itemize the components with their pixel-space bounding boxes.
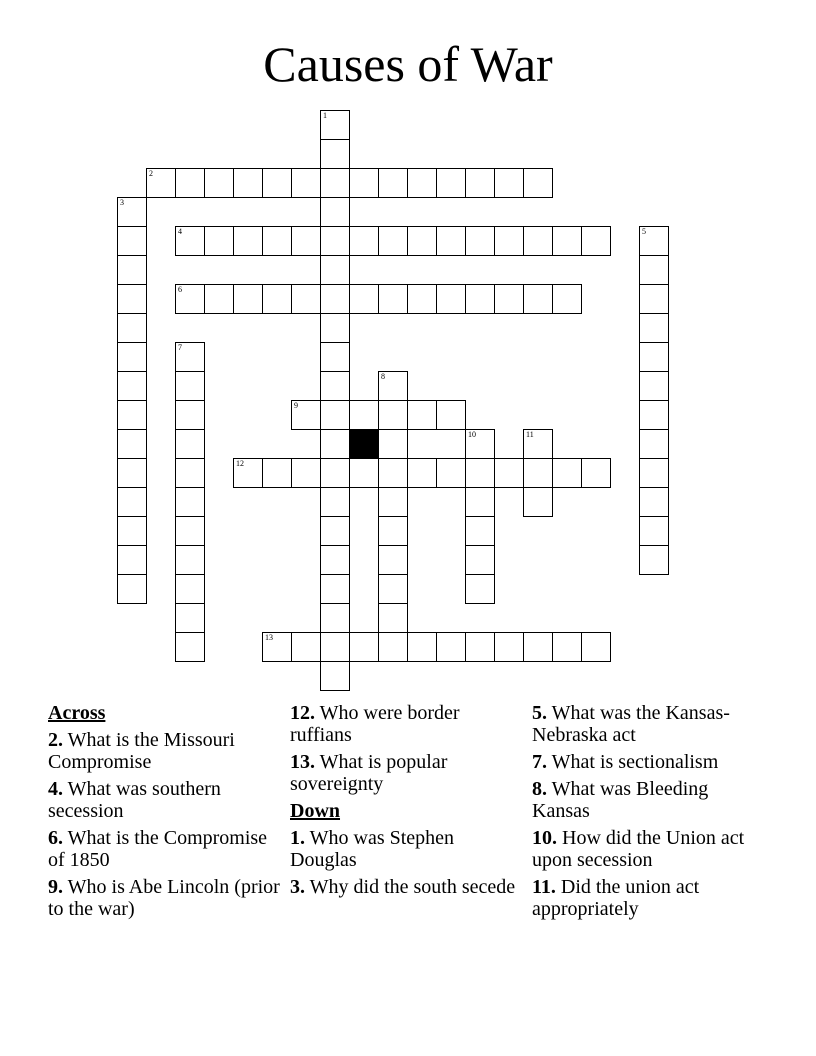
grid-cell[interactable]: [581, 226, 611, 256]
grid-cell[interactable]: [320, 400, 350, 430]
clue-number: 2.: [48, 729, 63, 751]
down-heading: Down: [290, 800, 341, 822]
grid-cell[interactable]: [175, 168, 205, 198]
grid-cell[interactable]: [146, 168, 176, 198]
clue-number: 5.: [532, 702, 547, 724]
clue-number: 12.: [290, 702, 315, 724]
grid-cell[interactable]: [320, 139, 350, 169]
grid-cell[interactable]: [117, 400, 147, 430]
grid-cell[interactable]: [320, 632, 350, 662]
clue-column-1: [48, 702, 280, 925]
grid-cell[interactable]: [465, 516, 495, 546]
grid-cell[interactable]: [262, 284, 292, 314]
grid-cell[interactable]: [407, 400, 437, 430]
across-clue-2: [48, 729, 280, 773]
clue-number: 1.: [290, 827, 305, 849]
grid-cell[interactable]: [639, 516, 669, 546]
across-heading: Across: [48, 702, 106, 724]
grid-cell[interactable]: [378, 487, 408, 517]
grid-cell[interactable]: [494, 284, 524, 314]
cell-number: 7: [178, 343, 182, 352]
grid-cell[interactable]: [233, 226, 263, 256]
grid-cell[interactable]: [175, 603, 205, 633]
grid-cell[interactable]: [639, 313, 669, 343]
down-clue-5: [532, 702, 764, 746]
grid-cell[interactable]: [552, 226, 582, 256]
cell-number: 4: [178, 227, 182, 236]
grid-cell[interactable]: [552, 458, 582, 488]
grid-cell[interactable]: [436, 226, 466, 256]
grid-cell[interactable]: [639, 429, 669, 459]
grid-cell[interactable]: [320, 516, 350, 546]
grid-cell[interactable]: [436, 168, 466, 198]
cell-number: 5: [642, 227, 646, 236]
clue-number: 3.: [290, 876, 305, 898]
clue-text: What is popular sovereignty: [290, 751, 448, 795]
grid-cell[interactable]: [320, 313, 350, 343]
grid-cell[interactable]: [349, 284, 379, 314]
cell-number: 2: [149, 169, 153, 178]
grid-cell[interactable]: [291, 400, 321, 430]
grid-cell[interactable]: [262, 458, 292, 488]
grid-cell[interactable]: [523, 458, 553, 488]
grid-cell[interactable]: [552, 632, 582, 662]
cell-number: 6: [178, 285, 182, 294]
grid-cell[interactable]: [581, 458, 611, 488]
grid-cell[interactable]: [320, 429, 350, 459]
grid-cell[interactable]: [436, 400, 466, 430]
grid-cell[interactable]: [378, 458, 408, 488]
grid-cell[interactable]: [320, 574, 350, 604]
grid-cell[interactable]: [378, 516, 408, 546]
cell-number: 1: [323, 111, 327, 120]
clue-number: 6.: [48, 827, 63, 849]
across-clue-13: [290, 751, 522, 795]
grid-cell[interactable]: [465, 545, 495, 575]
clue-text: Did the union act appropriately: [532, 876, 700, 920]
grid-cell[interactable]: [291, 458, 321, 488]
cell-number: 3: [120, 198, 124, 207]
grid-cell[interactable]: [320, 226, 350, 256]
grid-cell[interactable]: [117, 255, 147, 285]
grid-cell[interactable]: [320, 487, 350, 517]
grid-cell[interactable]: [523, 226, 553, 256]
grid-cell[interactable]: [552, 284, 582, 314]
grid-cell[interactable]: [320, 197, 350, 227]
grid-cell[interactable]: [436, 458, 466, 488]
grid-cell[interactable]: [117, 516, 147, 546]
grid-cell[interactable]: [291, 226, 321, 256]
grid-cell[interactable]: [465, 458, 495, 488]
grid-cell[interactable]: [117, 313, 147, 343]
clue-text: What is sectionalism: [551, 751, 719, 773]
grid-cell[interactable]: [262, 168, 292, 198]
clue-text: Who was Stephen Douglas: [290, 827, 455, 871]
grid-cell[interactable]: [349, 168, 379, 198]
grid-cell[interactable]: [407, 632, 437, 662]
grid-cell[interactable]: [639, 226, 669, 256]
grid-cell[interactable]: [639, 487, 669, 517]
grid-cell[interactable]: [320, 284, 350, 314]
clue-number: 8.: [532, 778, 547, 800]
clue-text: What was southern secession: [48, 778, 221, 822]
grid-cell[interactable]: [175, 429, 205, 459]
grid-cell[interactable]: [175, 458, 205, 488]
grid-cell[interactable]: [117, 574, 147, 604]
grid-cell[interactable]: [407, 458, 437, 488]
grid-cell[interactable]: [175, 516, 205, 546]
clue-text: What was the Kansas-Nebraska act: [532, 702, 730, 746]
puzzle-title: Causes of War: [263, 36, 553, 92]
grid-cell[interactable]: [175, 226, 205, 256]
across-clue-6: [48, 827, 280, 871]
grid-cell[interactable]: [117, 487, 147, 517]
grid-cell[interactable]: [639, 255, 669, 285]
grid-cell[interactable]: [378, 168, 408, 198]
grid-cell[interactable]: [639, 371, 669, 401]
grid-cell[interactable]: [291, 284, 321, 314]
grid-cell[interactable]: [465, 284, 495, 314]
grid-cell[interactable]: [117, 545, 147, 575]
grid-cell[interactable]: [204, 168, 234, 198]
grid-cell[interactable]: [465, 574, 495, 604]
cell-number: 8: [381, 372, 385, 381]
grid-cell[interactable]: [407, 226, 437, 256]
grid-cell[interactable]: [378, 603, 408, 633]
grid-cell[interactable]: [320, 342, 350, 372]
grid-cell[interactable]: [349, 632, 379, 662]
grid-cell[interactable]: [378, 574, 408, 604]
grid-cell[interactable]: [465, 487, 495, 517]
grid-cell[interactable]: [320, 110, 350, 140]
clue-text: Why did the south secede: [309, 876, 516, 898]
grid-cell[interactable]: [494, 458, 524, 488]
clue-number: 9.: [48, 876, 63, 898]
grid-cell[interactable]: [349, 226, 379, 256]
grid-cell[interactable]: [262, 226, 292, 256]
grid-cell[interactable]: [639, 458, 669, 488]
down-clue-7: [532, 751, 764, 773]
clue-column-2: [290, 702, 522, 903]
down-clue-11: [532, 876, 764, 920]
grid-cell[interactable]: [204, 284, 234, 314]
grid-cell[interactable]: [175, 574, 205, 604]
grid-cell[interactable]: [175, 545, 205, 575]
grid-cell[interactable]: [465, 168, 495, 198]
clue-text: What is the Compromise of 1850: [48, 827, 268, 871]
grid-cell[interactable]: [523, 168, 553, 198]
grid-cell[interactable]: [291, 168, 321, 198]
grid-cell[interactable]: [117, 429, 147, 459]
across-clue-12: [290, 702, 522, 746]
grid-cell[interactable]: [465, 226, 495, 256]
down-clue-8: [532, 778, 764, 822]
grid-cell[interactable]: [320, 545, 350, 575]
grid-cell[interactable]: [436, 632, 466, 662]
clue-number: 4.: [48, 778, 63, 800]
down-clue-10: [532, 827, 764, 871]
clue-number: 10.: [532, 827, 557, 849]
clue-text: What was Bleeding Kansas: [532, 778, 709, 822]
grid-cell[interactable]: [233, 168, 263, 198]
grid-cell[interactable]: [117, 226, 147, 256]
grid-cell[interactable]: [117, 284, 147, 314]
grid-cell[interactable]: [639, 400, 669, 430]
clue-text: How did the Union act upon secession: [532, 827, 745, 871]
grid-cell[interactable]: [349, 458, 379, 488]
grid-cell[interactable]: [378, 371, 408, 401]
grid-cell[interactable]: [175, 400, 205, 430]
clue-column-3: [532, 702, 764, 925]
clue-number: 13.: [290, 751, 315, 773]
grid-cell[interactable]: [378, 400, 408, 430]
grid-cell[interactable]: [523, 487, 553, 517]
down-clue-3: [290, 876, 522, 898]
grid-cell[interactable]: [639, 284, 669, 314]
grid-cell[interactable]: [233, 458, 263, 488]
black-cell: [349, 429, 379, 459]
grid-cell[interactable]: [378, 429, 408, 459]
grid-cell[interactable]: [407, 168, 437, 198]
grid-cell[interactable]: [175, 284, 205, 314]
grid-cell[interactable]: [436, 284, 466, 314]
across-clue-9: [48, 876, 280, 920]
grid-cell[interactable]: [175, 487, 205, 517]
grid-cell[interactable]: [349, 400, 379, 430]
grid-cell[interactable]: [523, 284, 553, 314]
cell-number: 12: [236, 459, 244, 468]
grid-cell[interactable]: [175, 342, 205, 372]
grid-cell[interactable]: [407, 284, 437, 314]
grid-cell[interactable]: [494, 632, 524, 662]
grid-cell[interactable]: [378, 226, 408, 256]
clue-number: 11.: [532, 876, 556, 898]
grid-cell[interactable]: [262, 632, 292, 662]
grid-cell[interactable]: [320, 603, 350, 633]
grid-cell[interactable]: [639, 342, 669, 372]
grid-cell[interactable]: [320, 371, 350, 401]
grid-cell[interactable]: [494, 226, 524, 256]
grid-cell[interactable]: [175, 371, 205, 401]
grid-cell[interactable]: [320, 168, 350, 198]
grid-cell[interactable]: [581, 632, 611, 662]
grid-cell[interactable]: [378, 284, 408, 314]
clue-number: 7.: [532, 751, 547, 773]
grid-cell[interactable]: [523, 429, 553, 459]
grid-cell[interactable]: [378, 632, 408, 662]
grid-cell[interactable]: [320, 255, 350, 285]
cell-number: 10: [468, 430, 476, 439]
grid-cell[interactable]: [117, 458, 147, 488]
down-clue-1: [290, 827, 522, 871]
grid-cell[interactable]: [639, 545, 669, 575]
grid-cell[interactable]: [320, 661, 350, 691]
cell-number: 13: [265, 633, 273, 642]
grid-cell[interactable]: [494, 168, 524, 198]
grid-cell[interactable]: [378, 545, 408, 575]
grid-cell[interactable]: [465, 429, 495, 459]
grid-cell[interactable]: [320, 458, 350, 488]
clue-text: What is the Missouri Compromise: [48, 729, 235, 773]
cell-number: 11: [526, 430, 534, 439]
grid-cell[interactable]: [465, 632, 495, 662]
grid-cell[interactable]: [117, 371, 147, 401]
grid-cell[interactable]: [523, 632, 553, 662]
grid-cell[interactable]: [291, 632, 321, 662]
grid-cell[interactable]: [204, 226, 234, 256]
clue-text: Who were border ruffians: [290, 702, 460, 746]
grid-cell[interactable]: [117, 197, 147, 227]
grid-cell[interactable]: [175, 632, 205, 662]
across-clue-4: [48, 778, 280, 822]
grid-cell[interactable]: [117, 342, 147, 372]
clue-text: Who is Abe Lincoln (prior to the war): [48, 876, 280, 920]
cell-number: 9: [294, 401, 298, 410]
grid-cell[interactable]: [233, 284, 263, 314]
